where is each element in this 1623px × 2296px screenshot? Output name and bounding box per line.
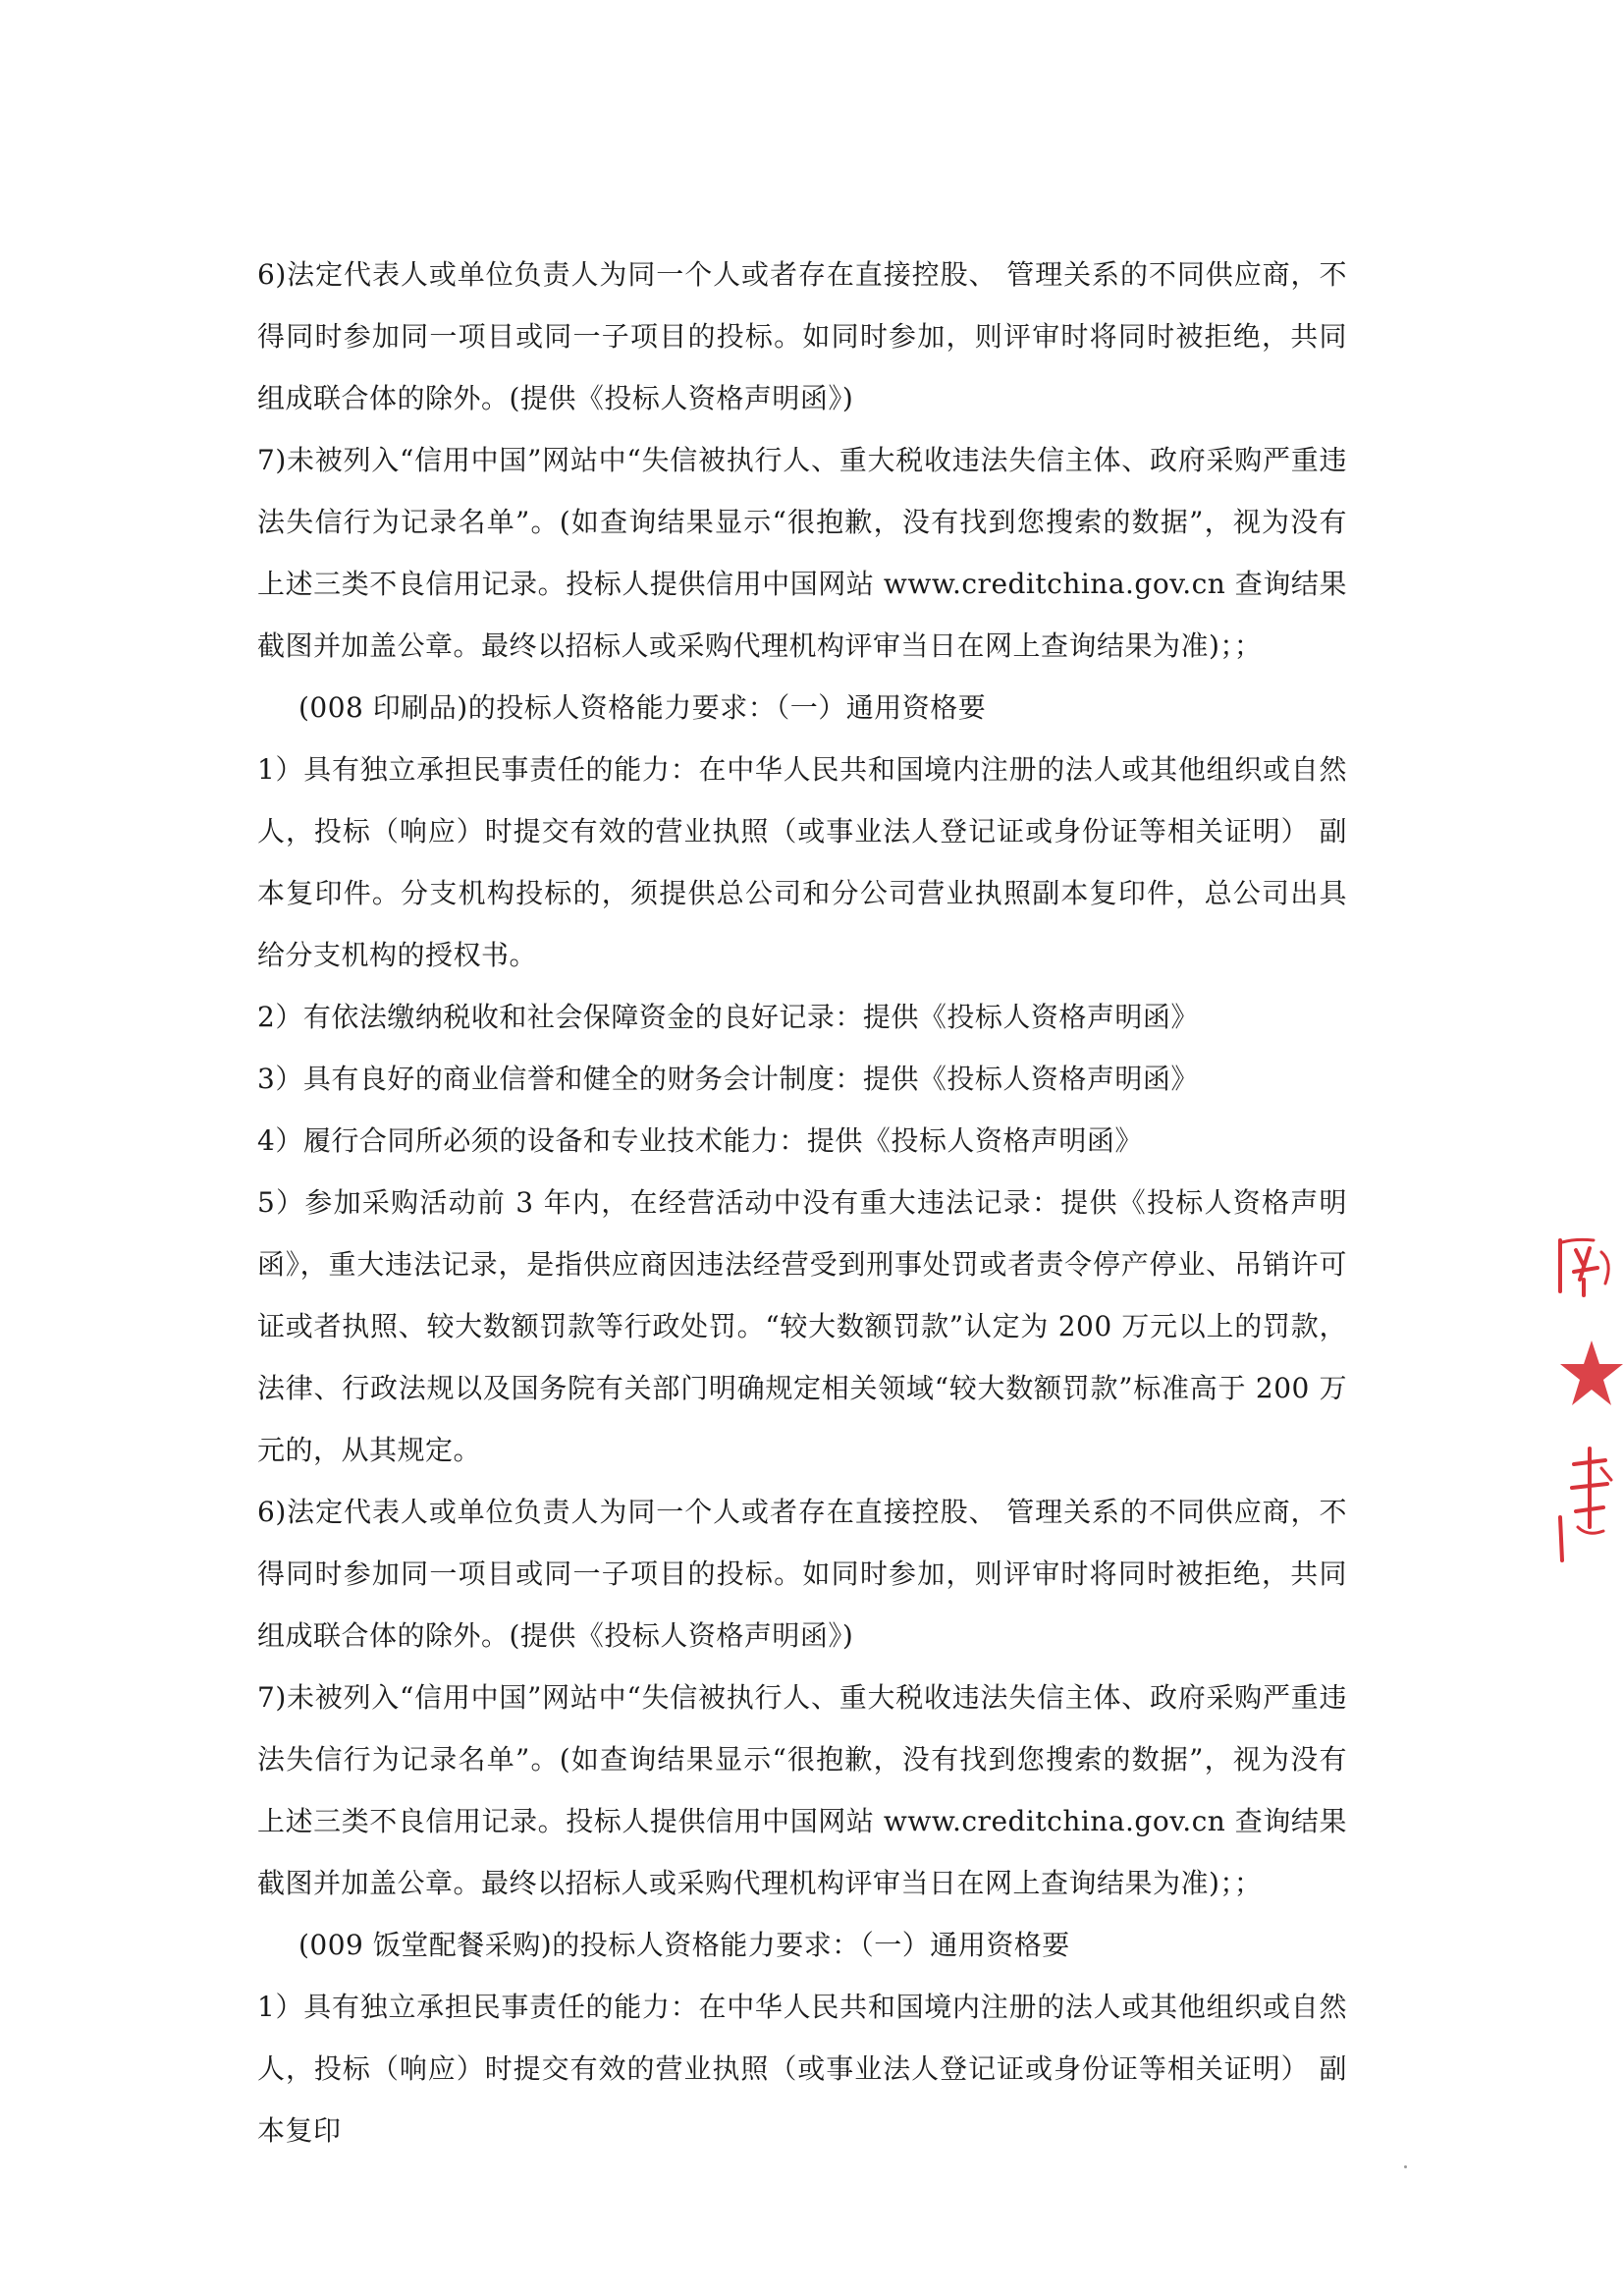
paragraph-item-4: 4）履行合同所必须的设备和专业技术能力：提供《投标人资格声明函》 [257,1124,1143,1157]
paragraph-item-7-repeat: 7)未被列入“信用中国”网站中“失信被执行人、重大税收违法失信主体、政府采购严重违法失信行为记录名单”。(如查询结果显示“很抱歉，没有找到您搜索的数据”，视为没有上述三类不良信用记录。投标人提供信用中国网站 www.creditchina.gov.cn 查询结果截图并加盖公章。最终以招标人或采购代理机构评审当日在网上查询结果为准)；； [257,1681,1347,1899]
paragraph-item-1-repeat: 1）具有独立承担民事责任的能力：在中华人民共和国境内注册的法人或其他组织或自然人，投标（响应）时提交有效的营业执照（或事业法人登记证或身份证等相关证明） 副本复印 [257,1991,1347,2147]
scan-speck [1404,2165,1407,2168]
paragraph-item-5: 5）参加采购活动前 3 年内，在经营活动中没有重大违法记录：提供《投标人资格声明函》，重大违法记录，是指供应商因违法经营受到刑事处罚或者责令停产停业、吊销许可证或者执照、较大数额罚款等行政处罚。“较大数额罚款”认定为 200 万元以上的罚款，法律、行政法规以及国务院有关部门明确规定相关领域“较大数额罚款”标准高于 200 万元的，从其规定。 [257,1186,1347,1466]
paragraph-item-1: 1）具有独立承担民事责任的能力：在中华人民共和国境内注册的法人或其他组织或自然人，投标（响应）时提交有效的营业执照（或事业法人登记证或身份证等相关证明） 副本复印件。分支机构投标的，须提供总公司和分公司营业执照副本复印件，总公司出具给分支机构的授权书。 [257,753,1347,971]
paragraph-item-7: 7)未被列入“信用中国”网站中“失信被执行人、重大税收违法失信主体、政府采购严重违法失信行为记录名单”。(如查询结果显示“很抱歉，没有找到您搜索的数据”，视为没有上述三类不良信用记录。投标人提供信用中国网站 www.creditchina.gov.cn 查询结果截图并加盖公章。最终以招标人或采购代理机构评审当日在网上查询结果为准)；； [257,444,1347,662]
seal-stamp-icon [1554,1232,1623,1566]
paragraph-item-2: 2）有依法缴纳税收和社会保障资金的良好记录：提供《投标人资格声明函》 [257,1001,1199,1033]
paragraph-item-6: 6)法定代表人或单位负责人为同一个人或者存在直接控股、 管理关系的不同供应商，不得同时参加同一项目或同一子项目的投标。如同时参加，则评审时将同时被拒绝，共同组成联合体的除外。(提供《投标人资格声明函》) [257,258,1347,414]
document-body [257,244,1347,2161]
paragraph-item-3: 3）具有良好的商业信誉和健全的财务会计制度：提供《投标人资格声明函》 [257,1063,1199,1095]
section-heading-009: (009 饭堂配餐采购)的投标人资格能力要求：（一）通用资格要 [298,1929,1070,1961]
section-heading-008: (008 印刷品)的投标人资格能力要求：（一）通用资格要 [298,691,987,724]
paragraph-item-6-repeat: 6)法定代表人或单位负责人为同一个人或者存在直接控股、 管理关系的不同供应商，不得同时参加同一项目或同一子项目的投标。如同时参加，则评审时将同时被拒绝，共同组成联合体的除外。(提供《投标人资格声明函》) [257,1496,1347,1652]
